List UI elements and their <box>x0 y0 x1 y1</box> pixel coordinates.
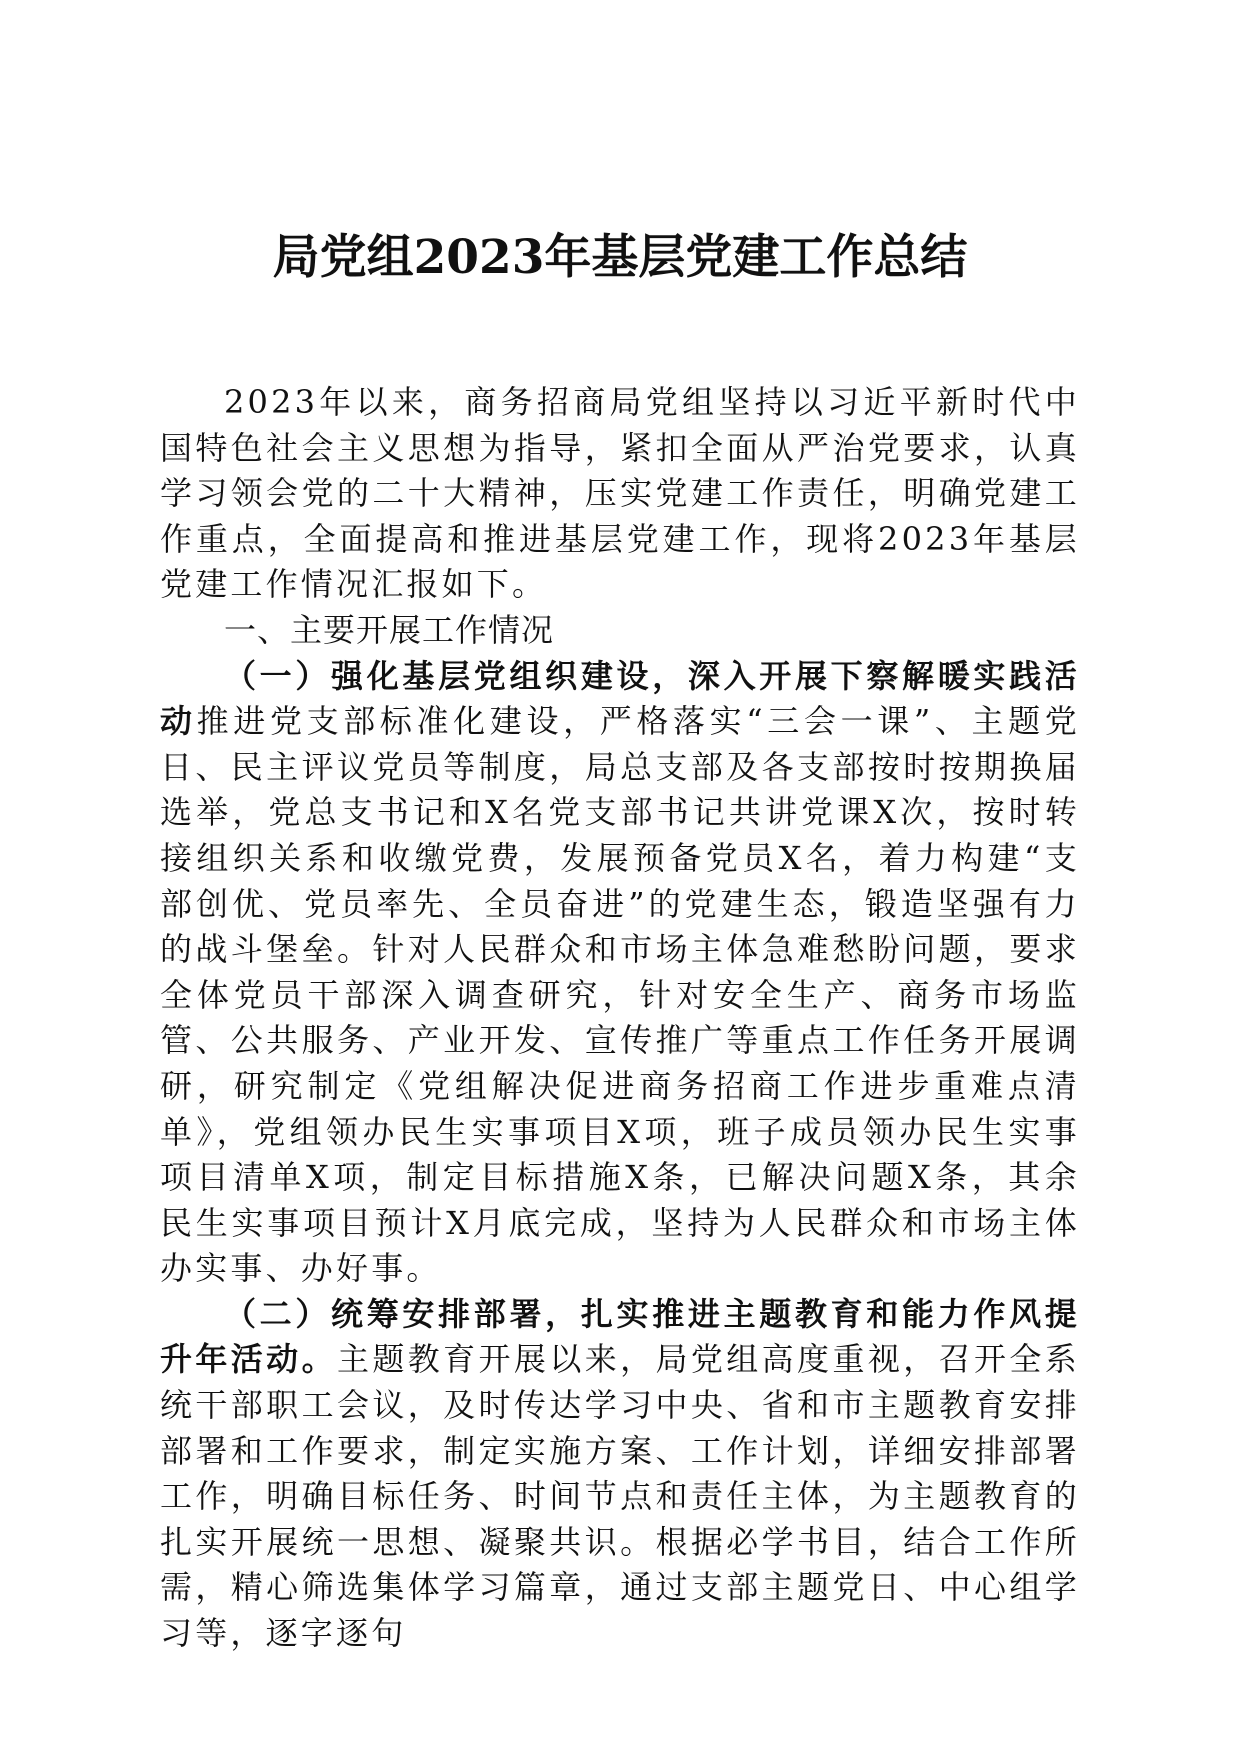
document-body <box>160 380 1080 1657</box>
item-2-paragraph <box>160 1292 1080 1657</box>
document-title: 局党组2023年基层党建工作总结 <box>272 230 968 285</box>
intro-paragraph: 2023年以来，商务招商局党组坚持以习近平新时代中国特色社会主义思想为指导，紧扣全面从严治党要求，认真学习领会党的二十大精神，压实党建工作责任，明确党建工作重点，全面提高和推进基层党建工作，现将2023年基层党建工作情况汇报如下。 <box>160 383 1080 604</box>
item-1-paragraph <box>160 654 1080 1292</box>
item-2-lead: （二）统筹安排部署，扎实推进主题教育和能力作风提升年活动。 <box>160 1294 1080 1379</box>
item-1-body: 推进党支部标准化建设，严格落实“三会一课”、主题党日、民主评议党员等制度，局总支部及各支部按时按期换届选举，党总支书记和X名党支部书记共讲党课X次，按时转接组织关系和收缴党费，发展预备党员X名，着力构建“支部创优、党员率先、全员奋进”的党建生态，锻造坚强有力的战斗堡垒。针对人民群众和市场主体急难愁盼问题，要求全体党员干部深入调查研究，针对安全生产、商务市场监管、公共服务、产业开发、宣传推广等重点工作任务开展调研，研究制定《党组解决促进商务招商工作进步重难点清单》，党组领办民生实事项目X项，班子成员领办民生实事项目清单X项，制定目标措施X条，已解决问题X条，其余民生实事项目预计X月底完成，坚持为人民群众和市场主体办实事、办好事。 <box>160 702 1080 1288</box>
item-2-body: 主题教育开展以来，局党组高度重视，召开全系统干部职工会议，及时传达学习中央、省和市主题教育安排部署和工作要求，制定实施方案、工作计划，详细安排部署工作，明确目标任务、时间节点和责任主体，为主题教育的扎实开展统一思想、凝聚共识。根据必学书目，结合工作所需，精心筛选集体学习篇章，通过支部主题党日、中心组学习等，逐字逐句 <box>160 1340 1080 1653</box>
item-1-lead: （一）强化基层党组织建设，深入开展下察解暖实践活动 <box>160 656 1080 741</box>
section-heading-main-work: 一、主要开展工作情况 <box>224 610 555 649</box>
